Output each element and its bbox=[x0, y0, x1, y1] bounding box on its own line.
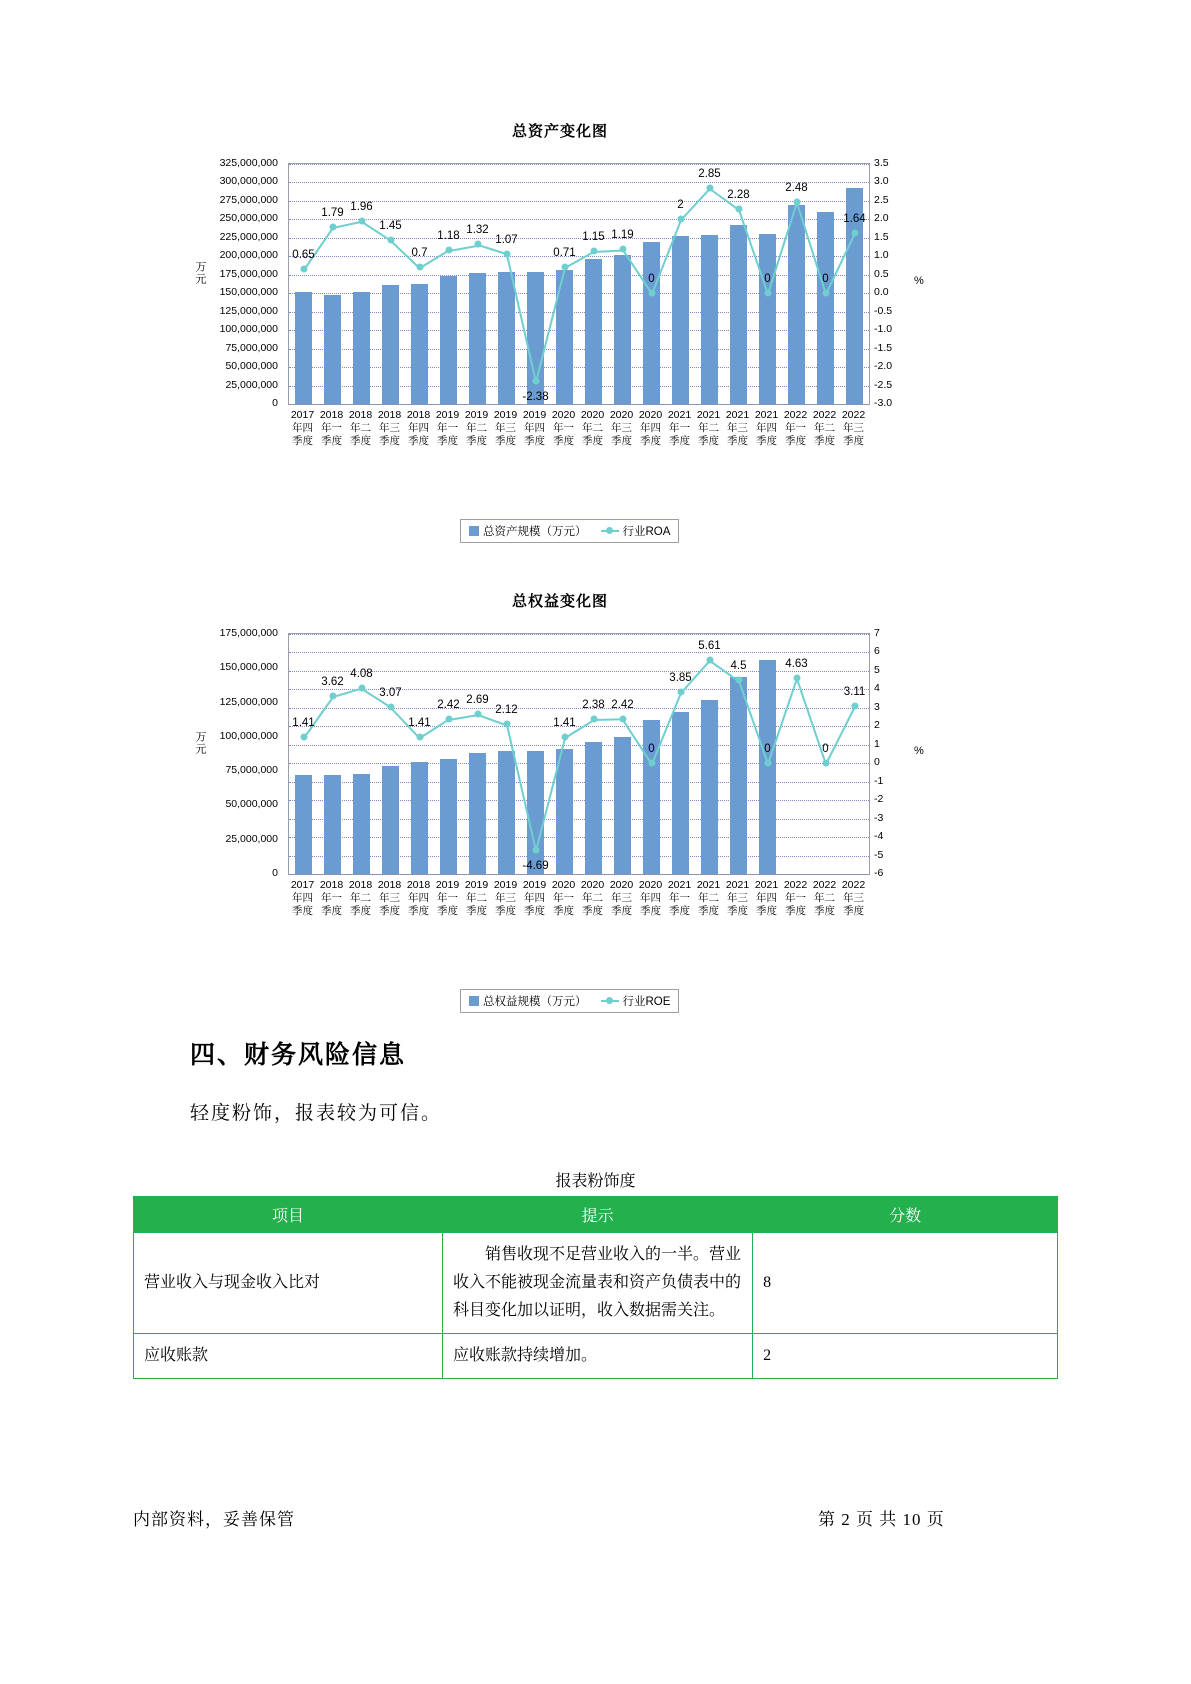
gridline bbox=[289, 201, 869, 202]
bar bbox=[817, 212, 835, 404]
y-axis-tick-label: 250,000,000 bbox=[219, 212, 278, 225]
line-point bbox=[532, 846, 539, 853]
legend-label-line: 行业ROA bbox=[622, 526, 671, 538]
cell-note: 销售收现不足营业收入的一半。营业收入不能被现金流量表和资产负债表中的科目变化加以证明，收入数据需关注。 bbox=[443, 1233, 753, 1334]
cell-item: 应收账款 bbox=[134, 1334, 443, 1379]
gridline bbox=[289, 800, 869, 801]
data-label: 2.42 bbox=[437, 698, 460, 711]
cell-score: 8 bbox=[753, 1233, 1058, 1334]
x-axis-tick-label: 2018年二季度 bbox=[348, 409, 373, 447]
y-axis-tick-label: 75,000,000 bbox=[225, 764, 278, 777]
line-point bbox=[474, 241, 481, 248]
plot-frame bbox=[288, 163, 870, 405]
col-note: 提示 bbox=[443, 1197, 753, 1233]
x-axis-tick-label: 2021年一季度 bbox=[667, 879, 692, 917]
x-axis-tick-label: 2019年二季度 bbox=[464, 409, 489, 447]
chart-total-assets bbox=[180, 120, 940, 550]
bar bbox=[353, 292, 371, 404]
legend-swatch-line bbox=[601, 1000, 619, 1002]
legend-item-line bbox=[601, 523, 671, 539]
bar bbox=[585, 259, 603, 404]
legend-label-line: 行业ROE bbox=[622, 996, 671, 1008]
line-point bbox=[416, 734, 423, 741]
line-segment bbox=[680, 188, 710, 221]
bar bbox=[411, 284, 429, 404]
bar bbox=[498, 272, 516, 404]
x-axis-tick-label: 2020年二季度 bbox=[580, 409, 605, 447]
line-point bbox=[851, 702, 858, 709]
col-score: 分数 bbox=[753, 1197, 1058, 1233]
y2-axis-tick-label: 3 bbox=[874, 700, 880, 713]
x-axis-tick-label: 2022年三季度 bbox=[841, 409, 866, 447]
y-axis-tick-label: 150,000,000 bbox=[219, 661, 278, 674]
x-axis-tick-label: 2022年三季度 bbox=[841, 879, 866, 917]
gridline bbox=[289, 689, 869, 690]
bar bbox=[469, 753, 487, 874]
bar bbox=[585, 742, 603, 874]
y2-axis-tick-label: -4 bbox=[874, 830, 884, 843]
cell-score: 2 bbox=[753, 1334, 1058, 1379]
legend-swatch-bar bbox=[469, 526, 479, 536]
data-label: 0 bbox=[822, 743, 829, 756]
data-label: 0 bbox=[648, 743, 655, 756]
y2-axis-tick-label: -2.0 bbox=[874, 360, 893, 373]
bar bbox=[469, 273, 487, 404]
bar bbox=[759, 234, 777, 404]
line-point bbox=[503, 250, 510, 257]
legend-item-line bbox=[601, 993, 671, 1009]
x-axis-tick-label: 2018年三季度 bbox=[377, 409, 402, 447]
y2-axis-tick-label: 2.5 bbox=[874, 193, 889, 206]
y2-axis-tick-label: 6 bbox=[874, 645, 880, 658]
footer-page-number: 第 2 页 共 10 页 bbox=[818, 1510, 945, 1529]
chart-title: 总资产变化图 bbox=[511, 123, 608, 140]
cell-note: 应收账款持续增加。 bbox=[443, 1334, 753, 1379]
x-axis-tick-label: 2020年三季度 bbox=[609, 879, 634, 917]
data-label: 2.69 bbox=[466, 693, 489, 706]
data-label: 4.63 bbox=[785, 657, 808, 670]
data-label: 1.18 bbox=[437, 229, 460, 242]
gridline bbox=[289, 782, 869, 783]
x-axis-tick-label: 2020年三季度 bbox=[609, 409, 634, 447]
data-label: 2.42 bbox=[611, 698, 634, 711]
y2-axis-tick-label: 2.0 bbox=[874, 212, 889, 225]
bar bbox=[701, 700, 719, 874]
data-label: 1.45 bbox=[379, 219, 402, 232]
data-label: 3.11 bbox=[843, 685, 866, 698]
gridline bbox=[289, 856, 869, 857]
data-label: -2.38 bbox=[522, 391, 549, 404]
y-axis-tick-label: 0 bbox=[272, 397, 278, 409]
y2-axis-tick-label: 0 bbox=[874, 756, 880, 769]
bar bbox=[614, 737, 632, 874]
chart-legend bbox=[460, 519, 679, 543]
line-segment bbox=[825, 706, 856, 764]
line-point bbox=[561, 734, 568, 741]
line-point bbox=[590, 247, 597, 254]
y-axis-tick-label: 125,000,000 bbox=[219, 304, 278, 317]
data-label: 0 bbox=[648, 273, 655, 286]
cell-item: 营业收入与现金收入比对 bbox=[134, 1233, 443, 1334]
data-label: 0 bbox=[764, 273, 771, 286]
line-point bbox=[735, 677, 742, 684]
y-axis-tick-label: 225,000,000 bbox=[219, 230, 278, 243]
y-axis-tick-label: 300,000,000 bbox=[219, 175, 278, 188]
line-point bbox=[706, 656, 713, 663]
gridline bbox=[289, 293, 869, 294]
x-axis-tick-label: 2022年一季度 bbox=[783, 879, 808, 917]
gridline bbox=[289, 330, 869, 331]
x-axis-tick-label: 2021年四季度 bbox=[754, 409, 779, 447]
line-point bbox=[561, 264, 568, 271]
line-point bbox=[764, 760, 771, 767]
gridline bbox=[289, 164, 869, 165]
data-label: 2 bbox=[677, 199, 684, 212]
data-label: 3.07 bbox=[379, 686, 402, 699]
data-label: 1.64 bbox=[843, 212, 866, 225]
gridline bbox=[289, 312, 869, 313]
bar bbox=[440, 759, 458, 874]
y2-axis-tick-label: -1.0 bbox=[874, 323, 893, 336]
bar bbox=[411, 762, 429, 874]
chart-total-equity bbox=[180, 590, 940, 1020]
line-point bbox=[387, 703, 394, 710]
data-label: 0 bbox=[822, 273, 829, 286]
y2-axis-tick-label: -0.5 bbox=[874, 304, 893, 317]
line-point bbox=[822, 760, 829, 767]
x-axis-tick-label: 2019年二季度 bbox=[464, 879, 489, 917]
gridline bbox=[289, 275, 869, 276]
x-axis-tick-label: 2021年二季度 bbox=[696, 879, 721, 917]
bar bbox=[730, 677, 748, 874]
legend-item-bar bbox=[469, 993, 587, 1009]
gridline bbox=[289, 404, 869, 405]
legend-label-bar: 总权益规模（万元） bbox=[483, 996, 587, 1008]
line-point bbox=[474, 710, 481, 717]
x-axis-tick-label: 2022年二季度 bbox=[812, 409, 837, 447]
line-point bbox=[445, 246, 452, 253]
y2-axis-tick-label: 7 bbox=[874, 627, 880, 639]
x-axis-tick-label: 2018年一季度 bbox=[319, 879, 344, 917]
x-axis-tick-label: 2021年四季度 bbox=[754, 879, 779, 917]
bar bbox=[730, 225, 748, 404]
x-axis-tick-label: 2018年四季度 bbox=[406, 879, 431, 917]
y-axis-title: 万元 bbox=[194, 731, 206, 755]
y2-axis-tick-label: -1 bbox=[874, 774, 884, 787]
bar bbox=[672, 236, 690, 404]
footer-left-text: 内部资料，妥善保管 bbox=[133, 1510, 295, 1529]
data-label: 3.85 bbox=[669, 672, 692, 685]
gridline bbox=[289, 386, 869, 387]
gridline bbox=[289, 708, 869, 709]
x-axis-tick-label: 2019年四季度 bbox=[522, 409, 547, 447]
x-axis-tick-label: 2018年三季度 bbox=[377, 879, 402, 917]
x-axis-tick-label: 2018年二季度 bbox=[348, 879, 373, 917]
plot-area bbox=[180, 149, 940, 549]
gridline bbox=[289, 745, 869, 746]
col-item: 项目 bbox=[134, 1197, 443, 1233]
y-axis-tick-label: 100,000,000 bbox=[219, 729, 278, 742]
bar bbox=[353, 774, 371, 874]
data-label: 1.07 bbox=[495, 233, 518, 246]
bar bbox=[382, 285, 400, 404]
bar bbox=[382, 766, 400, 874]
line-point bbox=[619, 246, 626, 253]
bar bbox=[672, 712, 690, 874]
line-point bbox=[503, 721, 510, 728]
y2-axis-tick-label: -6 bbox=[874, 867, 884, 879]
line-point bbox=[329, 224, 336, 231]
y-axis-tick-label: 25,000,000 bbox=[225, 832, 278, 845]
y-axis-tick-label: 200,000,000 bbox=[219, 249, 278, 262]
table-header-row bbox=[134, 1197, 1058, 1233]
x-axis-tick-label: 2020年四季度 bbox=[638, 879, 663, 917]
gridline bbox=[289, 367, 869, 368]
gridline bbox=[289, 837, 869, 838]
y2-axis-tick-label: -5 bbox=[874, 848, 884, 861]
data-label: 2.12 bbox=[495, 704, 518, 717]
y2-axis-title: % bbox=[914, 745, 924, 757]
y2-axis-tick-label: 0.5 bbox=[874, 267, 889, 280]
legend-label-bar: 总资产规模（万元） bbox=[483, 526, 587, 538]
line-point bbox=[329, 693, 336, 700]
x-axis-tick-label: 2021年三季度 bbox=[725, 879, 750, 917]
y2-axis-tick-label: 1.5 bbox=[874, 230, 889, 243]
y2-axis-tick-label: -2.5 bbox=[874, 378, 893, 391]
legend-swatch-bar bbox=[469, 996, 479, 1006]
data-label: 2.38 bbox=[582, 699, 605, 712]
y-axis-tick-label: 325,000,000 bbox=[219, 157, 278, 169]
data-label: 1.96 bbox=[350, 200, 373, 213]
y2-axis-tick-label: 4 bbox=[874, 682, 880, 695]
x-axis-tick-label: 2019年三季度 bbox=[493, 409, 518, 447]
gridline bbox=[289, 671, 869, 672]
table-caption: 报表粉饰度 bbox=[555, 1173, 636, 1190]
y2-axis-tick-label: 1.0 bbox=[874, 249, 889, 262]
chart-title: 总权益变化图 bbox=[511, 593, 608, 610]
data-label: 4.08 bbox=[350, 667, 373, 680]
y2-axis-tick-label: 2 bbox=[874, 719, 880, 732]
data-label: 0.71 bbox=[553, 247, 576, 259]
chart-legend bbox=[460, 989, 679, 1013]
y-axis-tick-label: 175,000,000 bbox=[219, 267, 278, 280]
gridline bbox=[289, 652, 869, 653]
line-point bbox=[300, 734, 307, 741]
line-point bbox=[416, 264, 423, 271]
y-axis-tick-label: 75,000,000 bbox=[225, 341, 278, 354]
bar bbox=[295, 775, 313, 874]
x-axis-tick-label: 2020年二季度 bbox=[580, 879, 605, 917]
gridline bbox=[289, 182, 869, 183]
data-label: 1.32 bbox=[466, 224, 489, 237]
bar bbox=[527, 751, 545, 874]
line-point bbox=[445, 715, 452, 722]
data-label: 0.7 bbox=[411, 247, 428, 260]
section-paragraph: 轻度粉饰，报表较为可信。 bbox=[190, 1103, 443, 1124]
line-point bbox=[532, 378, 539, 385]
data-label: 0 bbox=[764, 743, 771, 756]
table-row bbox=[134, 1233, 1058, 1334]
x-axis-tick-label: 2019年一季度 bbox=[435, 879, 460, 917]
x-axis-tick-label: 2017年四季度 bbox=[290, 879, 315, 917]
y2-axis-tick-label: 3.5 bbox=[874, 157, 889, 169]
x-axis-tick-label: 2020年一季度 bbox=[551, 409, 576, 447]
bar bbox=[440, 276, 458, 404]
gridline bbox=[289, 874, 869, 875]
gridline bbox=[289, 219, 869, 220]
data-label: 0.65 bbox=[292, 249, 315, 262]
bar bbox=[643, 242, 661, 404]
line-point bbox=[851, 229, 858, 236]
bar bbox=[498, 751, 516, 874]
gridline bbox=[289, 763, 869, 764]
bar bbox=[788, 205, 806, 404]
y2-axis-tick-label: 0.0 bbox=[874, 286, 889, 299]
report-embellishment-table bbox=[133, 1196, 1058, 1379]
bar bbox=[701, 235, 719, 404]
line-point bbox=[764, 290, 771, 297]
plot-frame bbox=[288, 633, 870, 875]
line-point bbox=[358, 217, 365, 224]
data-label: 5.61 bbox=[698, 639, 721, 652]
line-point bbox=[706, 185, 713, 192]
x-axis-tick-label: 2019年一季度 bbox=[435, 409, 460, 447]
x-axis-tick-label: 2021年三季度 bbox=[725, 409, 750, 447]
y2-axis-tick-label: 1 bbox=[874, 737, 880, 750]
plot-area bbox=[180, 619, 940, 1019]
data-label: 1.41 bbox=[292, 717, 315, 730]
data-label: 1.79 bbox=[321, 207, 344, 220]
x-axis-tick-label: 2020年一季度 bbox=[551, 879, 576, 917]
data-label: 1.15 bbox=[582, 230, 605, 243]
y2-axis-tick-label: 5 bbox=[874, 663, 880, 676]
data-label: 2.28 bbox=[727, 189, 750, 202]
data-label: 1.19 bbox=[611, 229, 634, 242]
gridline bbox=[289, 819, 869, 820]
bar bbox=[614, 255, 632, 404]
y-axis-tick-label: 125,000,000 bbox=[219, 695, 278, 708]
y-axis-tick-label: 175,000,000 bbox=[219, 627, 278, 639]
legend-swatch-line bbox=[601, 530, 619, 532]
legend-item-bar bbox=[469, 523, 587, 539]
line-point bbox=[358, 684, 365, 691]
gridline bbox=[289, 634, 869, 635]
bar bbox=[759, 660, 777, 874]
line-point bbox=[619, 715, 626, 722]
bar bbox=[324, 775, 342, 874]
line-point bbox=[648, 290, 655, 297]
y2-axis-tick-label: 3.0 bbox=[874, 175, 889, 188]
table-row bbox=[134, 1334, 1058, 1379]
y-axis-tick-label: 275,000,000 bbox=[219, 193, 278, 206]
line-point bbox=[793, 198, 800, 205]
y-axis-title: 万元 bbox=[194, 261, 206, 285]
line-point bbox=[793, 674, 800, 681]
x-axis-tick-label: 2018年四季度 bbox=[406, 409, 431, 447]
data-label: 1.41 bbox=[553, 717, 576, 730]
line-point bbox=[822, 290, 829, 297]
x-axis-tick-label: 2020年四季度 bbox=[638, 409, 663, 447]
line-point bbox=[648, 760, 655, 767]
y2-axis-tick-label: -2 bbox=[874, 793, 884, 806]
x-axis-tick-label: 2018年一季度 bbox=[319, 409, 344, 447]
y-axis-tick-label: 50,000,000 bbox=[225, 798, 278, 811]
gridline bbox=[289, 256, 869, 257]
x-axis-tick-label: 2022年一季度 bbox=[783, 409, 808, 447]
x-axis-tick-label: 2022年二季度 bbox=[812, 879, 837, 917]
data-label: 3.62 bbox=[321, 676, 344, 689]
y2-axis-title: % bbox=[914, 275, 924, 287]
data-label: 2.85 bbox=[698, 168, 721, 180]
line-point bbox=[677, 216, 684, 223]
y-axis-tick-label: 150,000,000 bbox=[219, 286, 278, 299]
data-label: -4.69 bbox=[522, 859, 549, 872]
section-heading: 四、财务风险信息 bbox=[190, 1041, 407, 1069]
gridline bbox=[289, 238, 869, 239]
y-axis-tick-label: 0 bbox=[272, 867, 278, 879]
x-axis-tick-label: 2017年四季度 bbox=[290, 409, 315, 447]
y2-axis-tick-label: -3.0 bbox=[874, 397, 893, 409]
data-label: 4.5 bbox=[730, 660, 747, 673]
x-axis-tick-label: 2021年一季度 bbox=[667, 409, 692, 447]
y2-axis-tick-label: -1.5 bbox=[874, 341, 893, 354]
x-axis-tick-label: 2021年二季度 bbox=[696, 409, 721, 447]
bar bbox=[324, 295, 342, 404]
y-axis-tick-label: 25,000,000 bbox=[225, 378, 278, 391]
line-point bbox=[387, 236, 394, 243]
line-point bbox=[677, 689, 684, 696]
data-label: 2.48 bbox=[785, 181, 808, 194]
data-label: 1.41 bbox=[408, 717, 431, 730]
line-point bbox=[590, 716, 597, 723]
y-axis-tick-label: 50,000,000 bbox=[225, 360, 278, 373]
y-axis-tick-label: 100,000,000 bbox=[219, 323, 278, 336]
line-point bbox=[735, 206, 742, 213]
x-axis-tick-label: 2019年四季度 bbox=[522, 879, 547, 917]
gridline bbox=[289, 349, 869, 350]
y2-axis-tick-label: -3 bbox=[874, 811, 884, 824]
bar bbox=[295, 292, 313, 404]
line-point bbox=[300, 266, 307, 273]
x-axis-tick-label: 2019年三季度 bbox=[493, 879, 518, 917]
